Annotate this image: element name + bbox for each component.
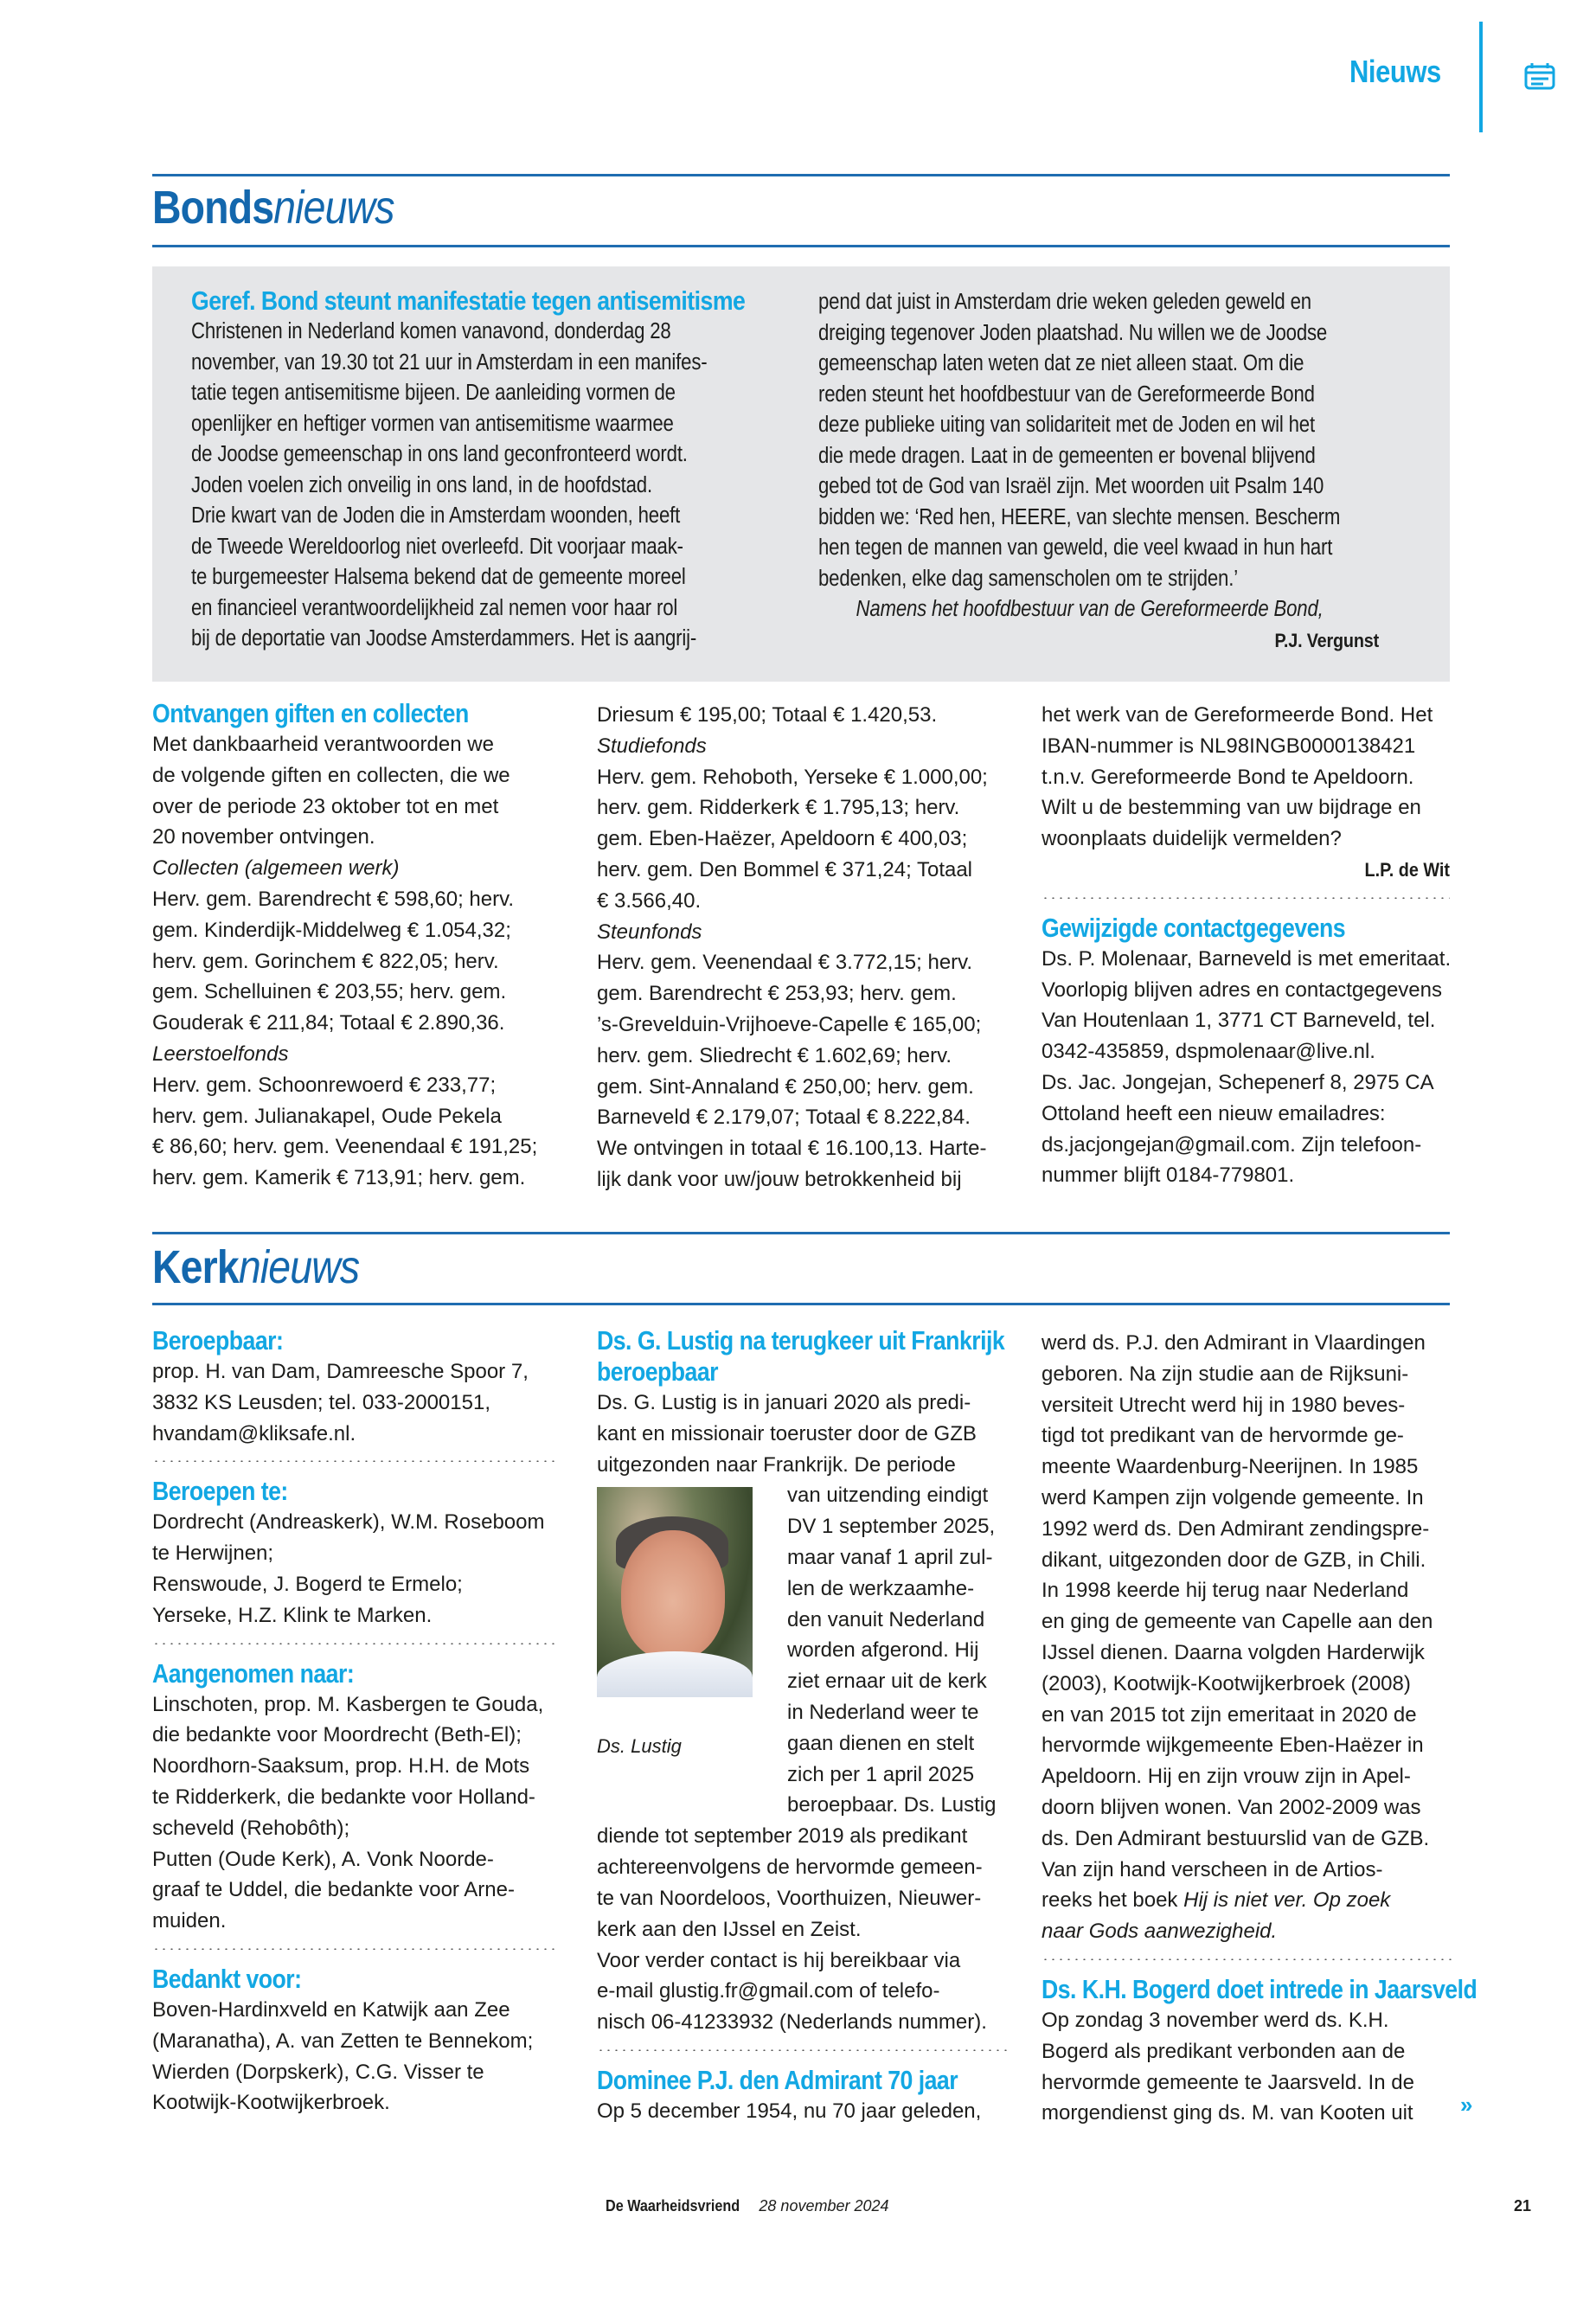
dotted-divider	[152, 1643, 559, 1644]
publication-name: De Waarheidsvriend	[606, 2197, 740, 2214]
lustig-intro	[597, 1388, 1009, 1480]
text-line: 1992 werd ds. Den Admirant zendingspre-	[1042, 1516, 1430, 1541]
text-line: morgendienst ging ds. M. van Kooten uit	[1042, 2101, 1413, 2125]
text-line: tatie tegen antisemitisme bijeen. De aanleiding vormen de	[191, 381, 676, 405]
text-line: We ontvingen in totaal € 16.100,13. Harte-	[597, 1137, 987, 1161]
text-line: werd Kampen zijn volgende gemeente. In	[1042, 1485, 1424, 1509]
text-line: hvandam@kliksafe.nl.	[152, 1421, 356, 1445]
text-line: ds. Den Admirant bestuurslid van de GZB.	[1042, 1826, 1430, 1850]
text-line: zich per 1 april 2025	[787, 1762, 975, 1786]
giften-signature: L.P. de Wit	[1364, 858, 1450, 881]
text-line: november, van 19.30 tot 21 uur in Amsterdam in een manifes-	[191, 349, 708, 375]
contact-heading: Gewijzigde contactgegevens	[1042, 912, 1346, 943]
text-line: herv. gem. Den Bommel € 371,24; Totaal	[597, 857, 973, 881]
text-line: Kootwijk-Kootwijkerbroek.	[152, 2091, 390, 2115]
bedankt-heading: Bedankt voor:	[152, 1963, 302, 1994]
contact-text	[1042, 944, 1450, 1191]
text-line: versiteit Utrecht werd hij in 1980 beves-	[1042, 1393, 1406, 1417]
text-line: scheveld (Rehobôth);	[152, 1816, 350, 1840]
text-line: deze publieke uiting van solidariteit met de Joden en wil het	[818, 413, 1315, 437]
text-line: in Nederland weer te	[787, 1700, 979, 1724]
text-line: IJssel dienen. Daarna volgden Harderwijk	[1042, 1640, 1425, 1664]
section-rule-top	[152, 1232, 1450, 1234]
calendar-icon	[1524, 62, 1555, 90]
text-line: Collecten (algemeen werk)	[152, 856, 400, 881]
photo-caption: Ds. Lustig	[597, 1735, 682, 1758]
text-line: prop. H. van Dam, Damreesche Spoor 7,	[152, 1360, 529, 1383]
text-line: gaan dienen en stelt	[787, 1731, 975, 1755]
bogerd-text	[1042, 2005, 1452, 2129]
text-line: Voor verder contact is hij bereikbaar via	[597, 1948, 961, 1972]
text-line: 0342-435859, dspmolenaar@live.nl.	[1042, 1040, 1375, 1064]
announcement-right-column	[818, 287, 1415, 656]
text-line: bij de deportatie van Joodse Amsterdammers. Het is aangrij-	[191, 626, 697, 651]
lustig-photo	[597, 1487, 753, 1697]
text-line: achtereenvolgens de hervormde gemeen-	[597, 1856, 983, 1880]
text-line: € 86,60; herv. gem. Veenendaal € 191,25;	[152, 1135, 538, 1159]
text-line: ’s-Grevelduin-Vrijhoeve-Capelle € 165,00;	[597, 1012, 982, 1036]
beroepen-heading: Beroepen te:	[152, 1476, 288, 1507]
text-line: dreiging tegenover Joden plaatshad. Nu willen we de Joodse	[818, 320, 1328, 345]
section-title-kerknieuws: Kerknieuws	[152, 1241, 360, 1293]
tag-divider	[1479, 22, 1483, 132]
text-line: Noordhorn-Saaksum, prop. H.H. de Mots	[152, 1754, 530, 1779]
text-line: Met dankbaarheid verantwoorden we	[152, 733, 494, 756]
text-line: Op 5 december 1954, nu 70 jaar geleden,	[597, 2099, 982, 2123]
announcement-left-text	[191, 317, 788, 655]
giften-text-3	[1042, 700, 1450, 855]
admirant-text-continued	[1042, 1328, 1452, 1885]
giften-column-1	[152, 698, 559, 1194]
text-line: dikant, uitgezonden door de GZB, in Chili.	[1042, 1548, 1426, 1572]
section-tag: Nieuws	[1349, 54, 1441, 89]
page-footer	[606, 2197, 889, 2215]
text-line: e-mail glustig.fr@gmail.com of telefo-	[597, 1979, 940, 2003]
dotted-divider	[152, 1948, 559, 1950]
text-line: de Joodse gemeenschap in ons land geconfronteerd wordt.	[191, 442, 688, 466]
text-line: Wilt u de bestemming van uw bijdrage en	[1042, 796, 1421, 820]
bedankt-text	[152, 1995, 559, 2118]
text-line: hervormde wijkgemeente Eben-Haëzer in	[1042, 1734, 1424, 1758]
text-line: len de werkzaamhe-	[787, 1576, 975, 1600]
announcement-left-column	[191, 285, 788, 655]
text-line: te burgemeester Halsema bekend dat de gemeente moreel	[191, 565, 686, 589]
announcement-heading: Geref. Bond steunt manifestatie tegen antisemitisme	[191, 285, 746, 316]
text-line: den vanuit Nederland	[787, 1607, 985, 1631]
section-rule-bottom	[152, 245, 1450, 247]
text-line: gemeenschap laten weten dat ze niet alleen staat. Om die	[818, 351, 1304, 375]
text-line: pend dat juist in Amsterdam drie weken geleden geweld en	[818, 290, 1311, 314]
text-line: Putten (Oude Kerk), A. Vonk Noorde-	[152, 1847, 494, 1871]
beroepbaar-text	[152, 1356, 559, 1449]
announcement-closing: Namens het hoofdbestuur van de Gereformeerde Bond,	[856, 597, 1324, 621]
text-line: Christenen in Nederland komen vanavond, donderdag 28	[191, 319, 671, 343]
text-line: hen tegen de mannen van geweld, die veel kwaad in hun hart	[818, 535, 1333, 560]
section-title-bondsnieuws: Bondsnieuws	[152, 182, 394, 234]
text-line: en ging de gemeente van Capelle aan den	[1042, 1610, 1433, 1634]
text-line: Boven-Hardinxveld en Katwijk aan Zee	[152, 1997, 510, 2022]
text-line: DV 1 september 2025,	[787, 1515, 996, 1539]
text-line: de Tweede Wereldoorlog niet overleefd. Dit voorjaar maak-	[191, 534, 683, 559]
text-line: woonplaats duidelijk vermelden?	[1042, 827, 1342, 851]
text-line: Herv. gem. Schoonrewoerd € 233,77;	[152, 1073, 497, 1097]
text-line: hervormde gemeente te Jaarsveld. In de	[1042, 2070, 1414, 2094]
text-line: gem. Eben-Haëzer, Apeldoorn € 400,03;	[597, 827, 968, 851]
admirant-heading: Dominee P.J. den Admirant 70 jaar	[597, 2064, 958, 2095]
text-line: beroepbaar. Ds. Lustig	[787, 1793, 997, 1817]
text-line: de volgende giften en collecten, die we	[152, 763, 510, 787]
text-line: te Herwijnen;	[152, 1541, 274, 1566]
text-line: te van Noordeloos, Voorthuizen, Nieuwer-	[597, 1886, 982, 1910]
dotted-divider	[1042, 1958, 1452, 1960]
lustig-figure	[597, 1480, 787, 1758]
announcement-box	[152, 266, 1450, 682]
admirant-text-start	[597, 2096, 1009, 2127]
text-line: bidden we: ‘Red hen, HEERE, van slechte mensen. Bescherm	[818, 504, 1341, 529]
admirant-book-line-2: naar Gods aanwezigheid.	[1042, 1920, 1278, 1944]
dotted-divider	[597, 2049, 1009, 2051]
text-line: Steunfonds	[597, 920, 702, 944]
text-line: € 3.566,40.	[597, 888, 702, 913]
text-line: Bogerd als predikant verbonden aan de	[1042, 2039, 1406, 2063]
text-line: Dordrecht (Andreaskerk), W.M. Roseboom	[152, 1510, 545, 1535]
text-line: gebed tot de God van Israël zijn. Met woorden uit Psalm 140	[818, 474, 1324, 498]
text-line: over de periode 23 oktober tot en met	[152, 794, 499, 818]
text-line: maar vanaf 1 april zul-	[787, 1545, 993, 1569]
text-line: Ottoland heeft een nieuw emailadres:	[1042, 1101, 1386, 1125]
text-line: openlijker en heftiger vormen van antisemitisme waarmee	[191, 411, 674, 436]
text-line: ziet ernaar uit de kerk	[787, 1670, 987, 1694]
text-line: geboren. Na zijn studie aan de Rijksuni-	[1042, 1362, 1409, 1386]
text-line: 20 november ontvingen.	[152, 825, 375, 849]
text-line: die mede dragen. Laat in de gemeenten er bovenal blijvend	[818, 443, 1316, 468]
text-line: 3832 KS Leusden; tel. 033-2000151,	[152, 1390, 490, 1414]
text-line: Herv. gem. Rehoboth, Yerseke € 1.000,00;	[597, 765, 988, 789]
text-line: herv. gem. Kamerik € 713,91; herv. gem.	[152, 1166, 526, 1190]
text-line: (Maranatha), A. van Zetten te Bennekom;	[152, 2029, 534, 2053]
text-line: en financieel verantwoordelijkheid zal nemen voor haar rol	[191, 595, 678, 620]
text-line: gem. Kinderdijk-Middelweg € 1.054,32;	[152, 918, 511, 942]
text-line: nummer blijft 0184-779801.	[1042, 1163, 1295, 1188]
text-line: worden afgerond. Hij	[787, 1638, 979, 1663]
aangenomen-heading: Aangenomen naar:	[152, 1657, 355, 1689]
text-line: Yerseke, H.Z. Klink te Marken.	[152, 1603, 433, 1627]
text-line: het werk van de Gereformeerde Bond. Het	[1042, 703, 1433, 727]
giften-heading: Ontvangen giften en collecten	[152, 698, 469, 728]
text-line: uitgezonden naar Frankrijk. De periode	[597, 1452, 956, 1477]
text-line: Ds. G. Lustig is in januari 2020 als predi-	[597, 1391, 971, 1414]
giften-column-2	[597, 700, 1003, 1195]
text-line: bedenken, elke dag samenscholen om te strijden.’	[818, 566, 1238, 591]
announcement-right-text	[818, 287, 1415, 594]
section-rule-bottom	[152, 1303, 1450, 1305]
text-line: nisch 06-41233932 (Nederlands nummer).	[597, 2010, 987, 2035]
text-line: Gouderak € 211,84; Totaal € 2.890,36.	[152, 1011, 505, 1035]
text-line: Studiefonds	[597, 734, 707, 758]
text-line: t.n.v. Gereformeerde Bond te Apeldoorn.	[1042, 765, 1414, 789]
book-title: Hij is niet ver. Op zoek	[1183, 1888, 1391, 1913]
admirant-book-line-1: reeks het boek Hij is niet ver. Op zoek	[1042, 1888, 1391, 1913]
page-number: 21	[1514, 2197, 1532, 2214]
text-line: reden steunt het hoofdbestuur van de Gereformeerde Bond	[818, 381, 1315, 407]
text-line: Voorlopig blijven adres en contactgegevens	[1042, 977, 1442, 1002]
text-line: gem. Schelluinen € 203,55; herv. gem.	[152, 980, 507, 1004]
dotted-divider	[152, 1460, 559, 1462]
lustig-rest-text	[597, 1821, 1009, 2038]
kerk-column-3	[1042, 1328, 1477, 2129]
text-line: gem. Barendrecht € 253,93; herv. gem.	[597, 982, 957, 1006]
text-line: herv. gem. Julianakapel, Oude Pekela	[152, 1104, 502, 1128]
text-line: herv. gem. Sliedrecht € 1.602,69; herv.	[597, 1043, 952, 1067]
text-line: ds.jacjongejan@gmail.com. Zijn telefoon-	[1042, 1132, 1422, 1157]
dotted-divider	[1042, 897, 1450, 899]
text-line: lijk dank voor uw/jouw betrokkenheid bij	[597, 1167, 962, 1191]
publication-date: 28 november 2024	[759, 2197, 889, 2214]
text-line: Renswoude, J. Bogerd te Ermelo;	[152, 1572, 463, 1596]
lustig-heading-line-2: beroepbaar	[597, 1356, 719, 1387]
text-line: diende tot september 2019 als predikant	[597, 1824, 968, 1849]
text-line: te Ridderkerk, die bedankte voor Holland-	[152, 1785, 535, 1809]
beroepbaar-heading: Beroepbaar:	[152, 1325, 284, 1356]
giften-text-1	[152, 729, 559, 1194]
continue-arrow-icon: »	[1460, 2092, 1473, 2118]
text-line: graaf te Uddel, die bedankte voor Arne-	[152, 1878, 515, 1902]
text-line: Barneveld € 2.179,07; Totaal € 8.222,84.	[597, 1106, 971, 1130]
text-line: die bedankte voor Moordrecht (Beth-El);	[152, 1723, 522, 1747]
text-line: Joden voelen zich onveilig in ons land, in de hoofdstad.	[191, 472, 652, 497]
lustig-beside-photo-text	[787, 1480, 997, 1821]
text-line: herv. gem. Gorinchem € 822,05; herv.	[152, 949, 499, 973]
text-line: Ds. Jac. Jongejan, Schepenerf 8, 2975 CA	[1042, 1070, 1434, 1094]
bogerd-heading: Ds. K.H. Bogerd doet intrede in Jaarsveld	[1042, 1973, 1477, 2004]
lustig-photo-block	[597, 1480, 1009, 1821]
aangenomen-text	[152, 1689, 559, 1937]
text-line: doorn blijven wonen. Van 2002-2009 was	[1042, 1795, 1421, 1819]
text-line: (2003), Kootwijk-Kootwijkerbroek (2008)	[1042, 1671, 1411, 1695]
text-line: Apeldoorn. Hij en zijn vrouw zijn in Apel-	[1042, 1765, 1411, 1789]
text-line: kant en missionair toeruster door de GZB	[597, 1421, 977, 1445]
beroepen-text	[152, 1507, 559, 1631]
text-line: gem. Sint-Annaland € 250,00; herv. gem.	[597, 1074, 974, 1099]
text-line: herv. gem. Ridderkerk € 1.795,13; herv.	[597, 796, 960, 820]
text-line: Van zijn hand verscheen in de Artios-	[1042, 1857, 1383, 1881]
announcement-signature: P.J. Vergunst	[1274, 629, 1379, 651]
text-line: Wierden (Dorpskerk), C.G. Visser te	[152, 2060, 484, 2084]
text-line: muiden.	[152, 1909, 227, 1933]
text-line: meente Waardenburg-Neerijnen. In 1985	[1042, 1455, 1419, 1479]
text-line: kerk aan den IJssel en Zeist.	[597, 1917, 862, 1941]
text-line: Herv. gem. Veenendaal € 3.772,15; herv.	[597, 951, 973, 975]
text-line: IBAN-nummer is NL98INGB0000138421	[1042, 734, 1416, 758]
lustig-heading-line-1: Ds. G. Lustig na terugkeer uit Frankrijk	[597, 1325, 1005, 1356]
text-line: Drie kwart van de Joden die in Amsterdam woonden, heeft	[191, 503, 681, 528]
text-line: Ds. P. Molenaar, Barneveld is met emeritaat.	[1042, 946, 1452, 971]
text-line: In 1998 keerde hij terug naar Nederland	[1042, 1579, 1409, 1603]
text-line: Van Houtenlaan 1, 3771 CT Barneveld, tel.	[1042, 1009, 1436, 1033]
text-line: Leerstoelfonds	[152, 1042, 289, 1066]
giften-text-2	[597, 700, 1003, 1195]
text-line: Herv. gem. Barendrecht € 598,60; herv.	[152, 887, 514, 911]
kerk-column-2	[597, 1325, 1009, 2127]
text-line: van uitzending eindigt	[787, 1484, 989, 1508]
section-rule-top	[152, 174, 1450, 176]
text-line: Op zondag 3 november werd ds. K.H.	[1042, 2008, 1389, 2032]
text-line: werd ds. P.J. den Admirant in Vlaardingen	[1042, 1331, 1426, 1355]
text-line: tigd tot predikant van de hervormde ge-	[1042, 1424, 1404, 1448]
text-line: Driesum € 195,00; Totaal € 1.420,53.	[597, 703, 938, 727]
text-line: Linschoten, prop. M. Kasbergen te Gouda,	[152, 1692, 544, 1716]
text-line: en van 2015 tot zijn emeritaat in 2020 de	[1042, 1702, 1417, 1727]
kerk-column-1	[152, 1325, 559, 2118]
giften-column-3	[1042, 700, 1450, 1191]
